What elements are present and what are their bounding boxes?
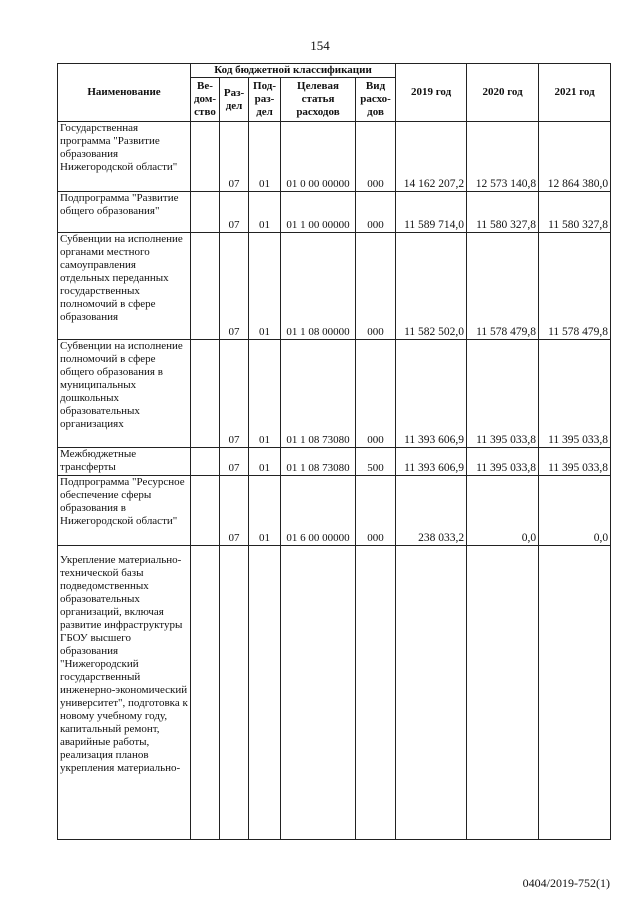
row-vedomstvo <box>191 233 220 340</box>
row-podrazdel: 01 <box>249 340 281 448</box>
row-article: 01 6 00 00000 <box>281 476 356 546</box>
row-razdel: 07 <box>220 233 249 340</box>
row-2019: 11 393 606,9 <box>396 448 467 476</box>
header-vedomstvo: Ве-дом-ство <box>191 78 220 122</box>
header-target-article: Целевая статья расходов <box>281 78 356 122</box>
row-type: 000 <box>356 233 396 340</box>
row-podrazdel <box>249 546 281 840</box>
row-name: Подпрограмма "Ресурсное обеспечение сферы образования в Нижегородской области" <box>58 476 191 546</box>
row-name: Подпрограмма "Развитие общего образования" <box>58 192 191 233</box>
row-article <box>281 546 356 840</box>
row-type: 000 <box>356 476 396 546</box>
row-podrazdel: 01 <box>249 476 281 546</box>
row-2019: 11 582 502,0 <box>396 233 467 340</box>
row-type: 000 <box>356 122 396 192</box>
row-name: Субвенции на исполнение полномочий в сфере общего образования в муниципальных дошкольных образовательных организациях <box>58 340 191 448</box>
table-row <box>58 546 611 840</box>
row-type <box>356 546 396 840</box>
row-vedomstvo <box>191 192 220 233</box>
header-year-2020: 2020 год <box>467 64 539 122</box>
row-type: 000 <box>356 192 396 233</box>
row-name: Межбюджетные трансферты <box>58 448 191 476</box>
row-razdel: 07 <box>220 476 249 546</box>
row-vedomstvo <box>191 448 220 476</box>
row-2020: 11 395 033,8 <box>467 340 539 448</box>
row-vedomstvo <box>191 546 220 840</box>
row-2020: 11 580 327,8 <box>467 192 539 233</box>
row-podrazdel: 01 <box>249 448 281 476</box>
header-name: Наименование <box>58 64 191 122</box>
row-2020: 12 573 140,8 <box>467 122 539 192</box>
row-2021: 11 395 033,8 <box>539 340 611 448</box>
header-code-group: Код бюджетной классификации <box>191 64 396 78</box>
row-2019 <box>396 546 467 840</box>
header-razdel: Раз-дел <box>220 78 249 122</box>
row-vedomstvo <box>191 340 220 448</box>
row-article: 01 1 08 73080 <box>281 340 356 448</box>
row-razdel: 07 <box>220 122 249 192</box>
row-2019: 238 033,2 <box>396 476 467 546</box>
table-header <box>58 64 611 122</box>
row-type: 500 <box>356 448 396 476</box>
row-razdel: 07 <box>220 340 249 448</box>
row-2020: 11 578 479,8 <box>467 233 539 340</box>
table-row <box>58 233 611 340</box>
budget-table <box>57 63 611 840</box>
row-article: 01 1 08 00000 <box>281 233 356 340</box>
table-row <box>58 340 611 448</box>
row-2019: 11 393 606,9 <box>396 340 467 448</box>
row-podrazdel: 01 <box>249 192 281 233</box>
row-2020 <box>467 546 539 840</box>
header-year-2021: 2021 год <box>539 64 611 122</box>
row-article: 01 0 00 00000 <box>281 122 356 192</box>
row-name: Государственная программа "Развитие образования Нижегородской области" <box>58 122 191 192</box>
header-year-2019: 2019 год <box>396 64 467 122</box>
row-2021: 0,0 <box>539 476 611 546</box>
row-2020: 0,0 <box>467 476 539 546</box>
header-podrazdel: Под-раз-дел <box>249 78 281 122</box>
page-number: 154 <box>310 38 330 53</box>
table-row <box>58 192 611 233</box>
row-razdel: 07 <box>220 192 249 233</box>
row-2021: 11 578 479,8 <box>539 233 611 340</box>
row-2021 <box>539 546 611 840</box>
header-expense-type: Вид расхо-дов <box>356 78 396 122</box>
document-code: 0404/2019-752(1) <box>522 876 610 890</box>
table-row <box>58 122 611 192</box>
row-article: 01 1 08 73080 <box>281 448 356 476</box>
row-2019: 11 589 714,0 <box>396 192 467 233</box>
row-razdel: 07 <box>220 448 249 476</box>
row-article: 01 1 00 00000 <box>281 192 356 233</box>
row-type: 000 <box>356 340 396 448</box>
table-row <box>58 476 611 546</box>
row-2020: 11 395 033,8 <box>467 448 539 476</box>
row-podrazdel: 01 <box>249 122 281 192</box>
row-vedomstvo <box>191 476 220 546</box>
row-2019: 14 162 207,2 <box>396 122 467 192</box>
row-2021: 11 580 327,8 <box>539 192 611 233</box>
row-name: Укрепление материально-технической базы подведомственных образовательных организаций, включая развитие инфраструктуры ГБОУ высшего образования "Нижегородский государственный инженерно-экономический университет", подготовка к новому учебному году, капитальный ремонт, аварийные работы, реализация планов укрепления материально- <box>58 546 191 840</box>
row-name: Субвенции на исполнение органами местного самоуправления отдельных переданных государственных полномочий в сфере образования <box>58 233 191 340</box>
row-razdel <box>220 546 249 840</box>
row-2021: 12 864 380,0 <box>539 122 611 192</box>
table-row <box>58 448 611 476</box>
row-podrazdel: 01 <box>249 233 281 340</box>
row-2021: 11 395 033,8 <box>539 448 611 476</box>
row-vedomstvo <box>191 122 220 192</box>
